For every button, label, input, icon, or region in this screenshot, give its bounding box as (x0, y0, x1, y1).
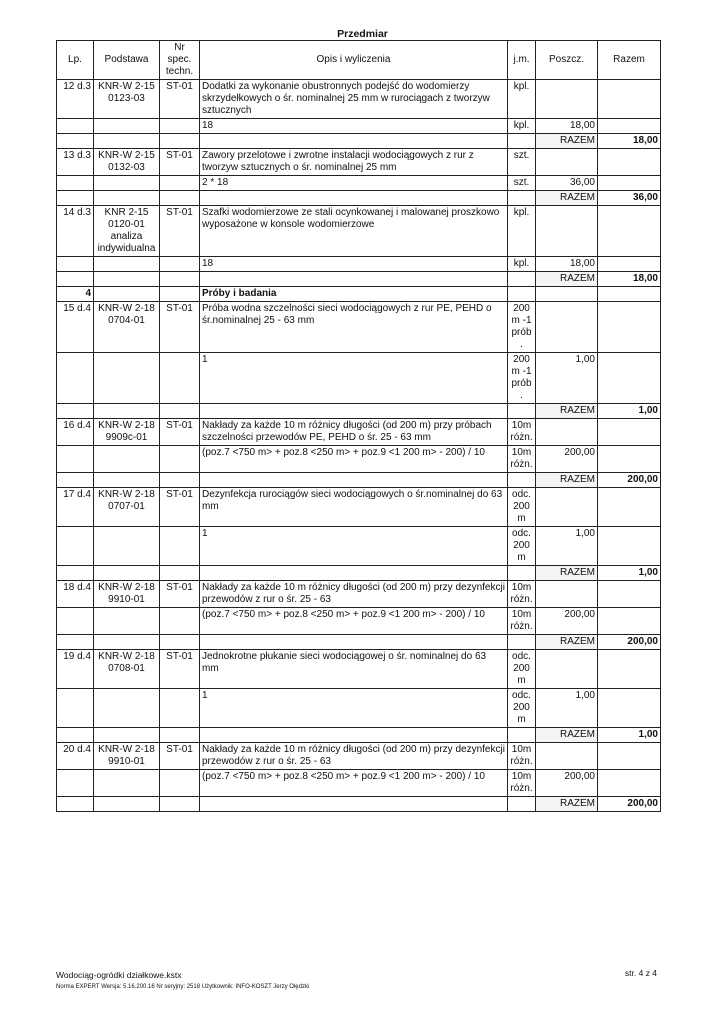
total-label: RAZEM (536, 134, 598, 149)
section-empty (598, 287, 661, 302)
calc-formula: 18 (200, 119, 508, 134)
header-podstawa: Podstawa (94, 41, 160, 80)
total-empty (508, 272, 536, 287)
item-empty (598, 149, 661, 176)
total-empty (57, 134, 94, 149)
item-podstawa: KNR-W 2-18 0708-01 (94, 650, 160, 689)
section-group (57, 287, 661, 302)
calc-value: 1,00 (536, 689, 598, 728)
item-empty (536, 80, 598, 119)
total-empty (57, 728, 94, 743)
calc-row (57, 176, 661, 191)
total-empty (508, 191, 536, 206)
item-empty (536, 419, 598, 446)
calc-empty (160, 176, 200, 191)
item-row (57, 488, 661, 527)
calc-formula: (poz.7 <750 m> + poz.8 <250 m> + poz.9 <1 200 m> - 200) / 10 (200, 608, 508, 635)
total-empty (94, 134, 160, 149)
calc-unit: kpl. (508, 257, 536, 272)
total-empty (57, 566, 94, 581)
calc-row (57, 446, 661, 473)
item-empty (598, 80, 661, 119)
total-empty (508, 566, 536, 581)
item-unit: 10m różn. (508, 419, 536, 446)
section-title: Próby i badania (200, 287, 508, 302)
item-empty (536, 581, 598, 608)
calc-empty (160, 353, 200, 404)
calc-unit: kpl. (508, 119, 536, 134)
item-lp: 16 d.4 (57, 419, 94, 446)
total-empty (57, 272, 94, 287)
total-empty (200, 728, 508, 743)
calc-formula: 1 (200, 353, 508, 404)
item-row (57, 419, 661, 446)
item-empty (598, 743, 661, 770)
cost-estimate-table-wrap (56, 40, 660, 812)
item-unit: kpl. (508, 206, 536, 257)
calc-formula: 1 (200, 527, 508, 566)
total-value: 18,00 (598, 272, 661, 287)
total-empty (94, 272, 160, 287)
item-empty (536, 488, 598, 527)
footer-page-number: str. 4 z 4 (624, 968, 657, 978)
item-spec-number: ST-01 (160, 743, 200, 770)
item-empty (598, 488, 661, 527)
total-row (57, 191, 661, 206)
item-empty (598, 650, 661, 689)
total-empty (508, 797, 536, 812)
total-label: RAZEM (536, 797, 598, 812)
item-row (57, 206, 661, 257)
item-spec-number: ST-01 (160, 149, 200, 176)
calc-formula: 18 (200, 257, 508, 272)
total-empty (200, 566, 508, 581)
calc-unit: 200 m -1 prób . (508, 353, 536, 404)
total-value: 1,00 (598, 728, 661, 743)
item-empty (536, 743, 598, 770)
total-empty (160, 191, 200, 206)
items-group-2 (57, 302, 661, 812)
calc-formula: (poz.7 <750 m> + poz.8 <250 m> + poz.9 <1 200 m> - 200) / 10 (200, 446, 508, 473)
calc-row (57, 119, 661, 134)
calc-value: 200,00 (536, 770, 598, 797)
total-empty (57, 473, 94, 488)
item-podstawa: KNR-W 2-18 0707-01 (94, 488, 160, 527)
total-empty (160, 272, 200, 287)
section-empty (508, 287, 536, 302)
item-description: Nakłady za każde 10 m różnicy długości (od 200 m) przy dezynfekcji przewodów z rur o śr. 25 - 63 (200, 581, 508, 608)
calc-value: 18,00 (536, 119, 598, 134)
total-empty (94, 473, 160, 488)
total-value: 1,00 (598, 404, 661, 419)
total-row (57, 566, 661, 581)
footer-filename: Wodociąg-ogródki działkowe.kstx (56, 970, 182, 980)
item-podstawa: KNR-W 2-15 0123-03 (94, 80, 160, 119)
item-empty (536, 302, 598, 353)
calc-empty (160, 257, 200, 272)
calc-empty (160, 689, 200, 728)
item-empty (598, 302, 661, 353)
total-value: 200,00 (598, 473, 661, 488)
total-value: 18,00 (598, 134, 661, 149)
calc-empty (57, 770, 94, 797)
total-empty (160, 635, 200, 650)
total-empty (94, 728, 160, 743)
total-label: RAZEM (536, 566, 598, 581)
item-lp: 20 d.4 (57, 743, 94, 770)
calc-empty (94, 608, 160, 635)
total-empty (508, 404, 536, 419)
footer-meta: Norma EXPERT Wersja: 5.16.200.16 Nr seryjny: 2518 Użytkownik: INFO-KOSZT Jerzy Olędzki (56, 984, 310, 990)
item-unit: kpl. (508, 80, 536, 119)
calc-empty (160, 770, 200, 797)
calc-unit: szt. (508, 176, 536, 191)
section-empty (536, 287, 598, 302)
total-empty (200, 404, 508, 419)
calc-value: 18,00 (536, 257, 598, 272)
calc-row (57, 770, 661, 797)
total-label: RAZEM (536, 191, 598, 206)
calc-empty (598, 770, 661, 797)
item-description: Nakłady za każde 10 m różnicy długości (od 200 m) przy próbach szczelności przewodów PE, PEHD o śr. 25 - 63 mm (200, 419, 508, 446)
item-unit: szt. (508, 149, 536, 176)
item-row (57, 302, 661, 353)
total-row (57, 728, 661, 743)
item-lp: 18 d.4 (57, 581, 94, 608)
calc-empty (94, 176, 160, 191)
total-empty (160, 404, 200, 419)
item-podstawa: KNR 2-15 0120-01 analiza indywidualna (94, 206, 160, 257)
item-empty (598, 206, 661, 257)
calc-empty (598, 527, 661, 566)
total-empty (94, 797, 160, 812)
calc-row (57, 608, 661, 635)
calc-value: 36,00 (536, 176, 598, 191)
section-row (57, 287, 661, 302)
total-empty (57, 191, 94, 206)
calc-row (57, 527, 661, 566)
header-jm: j.m. (508, 41, 536, 80)
calc-empty (94, 770, 160, 797)
calc-value: 1,00 (536, 527, 598, 566)
item-row (57, 149, 661, 176)
calc-empty (160, 119, 200, 134)
item-empty (536, 650, 598, 689)
total-row (57, 134, 661, 149)
calc-empty (598, 689, 661, 728)
item-lp: 13 d.3 (57, 149, 94, 176)
total-label: RAZEM (536, 473, 598, 488)
calc-empty (94, 689, 160, 728)
calc-unit: 10m różn. (508, 770, 536, 797)
item-spec-number: ST-01 (160, 419, 200, 446)
item-spec-number: ST-01 (160, 302, 200, 353)
total-label: RAZEM (536, 272, 598, 287)
total-empty (200, 272, 508, 287)
calc-empty (160, 446, 200, 473)
item-description: Dodatki za wykonanie obustronnych podejść do wodomierzy skrzydełkowych o śr. nominalnej 25 mm w rurociągach z tworzyw sztucznych (200, 80, 508, 119)
item-spec-number: ST-01 (160, 80, 200, 119)
calc-empty (598, 446, 661, 473)
total-value: 200,00 (598, 635, 661, 650)
total-empty (57, 797, 94, 812)
item-podstawa: KNR-W 2-15 0132-03 (94, 149, 160, 176)
calc-empty (598, 119, 661, 134)
item-description: Szafki wodomierzowe ze stali ocynkowanej i malowanej proszkowo wyposażone w konsole wodomierzowe (200, 206, 508, 257)
item-lp: 17 d.4 (57, 488, 94, 527)
total-empty (160, 566, 200, 581)
calc-row (57, 353, 661, 404)
header-lp: Lp. (57, 41, 94, 80)
item-lp: 19 d.4 (57, 650, 94, 689)
calc-empty (57, 353, 94, 404)
total-empty (57, 635, 94, 650)
total-label: RAZEM (536, 404, 598, 419)
total-label: RAZEM (536, 728, 598, 743)
item-description: Zawory przelotowe i zwrotne instalacji wodociągowych z rur z tworzyw sztucznych o śr. nominalnej 25 mm (200, 149, 508, 176)
section-number: 4 (57, 287, 94, 302)
total-empty (94, 566, 160, 581)
item-row (57, 581, 661, 608)
calc-empty (598, 257, 661, 272)
calc-empty (94, 353, 160, 404)
item-podstawa: KNR-W 2-18 9910-01 (94, 743, 160, 770)
total-label: RAZEM (536, 635, 598, 650)
item-empty (598, 581, 661, 608)
item-spec-number: ST-01 (160, 206, 200, 257)
calc-empty (94, 257, 160, 272)
calc-empty (598, 176, 661, 191)
calc-unit: 10m różn. (508, 608, 536, 635)
calc-row (57, 257, 661, 272)
item-description: Próba wodna szczelności sieci wodociągowych z rur PE, PEHD o śr.nominalnej 25 - 63 mm (200, 302, 508, 353)
item-lp: 12 d.3 (57, 80, 94, 119)
calc-value: 200,00 (536, 446, 598, 473)
total-empty (94, 635, 160, 650)
calc-unit: 10m różn. (508, 446, 536, 473)
total-empty (160, 728, 200, 743)
total-empty (200, 134, 508, 149)
item-description: Dezynfekcja rurociągów sieci wodociągowych o śr.nominalnej do 63 mm (200, 488, 508, 527)
calc-formula: 1 (200, 689, 508, 728)
total-empty (508, 473, 536, 488)
item-spec-number: ST-01 (160, 650, 200, 689)
calc-unit: odc. 200 m (508, 527, 536, 566)
table-header-row (57, 41, 661, 80)
calc-empty (57, 119, 94, 134)
total-empty (94, 191, 160, 206)
total-empty (57, 404, 94, 419)
calc-empty (160, 527, 200, 566)
item-spec-number: ST-01 (160, 488, 200, 527)
total-row (57, 404, 661, 419)
calc-unit: odc. 200 m (508, 689, 536, 728)
header-poszcz: Poszcz. (536, 41, 598, 80)
item-description: Nakłady za każde 10 m różnicy długości (od 200 m) przy dezynfekcji przewodów z rur o śr. 25 - 63 (200, 743, 508, 770)
item-unit: 10m różn. (508, 581, 536, 608)
cost-estimate-table (56, 40, 661, 812)
item-podstawa: KNR-W 2-18 9910-01 (94, 581, 160, 608)
calc-formula: (poz.7 <750 m> + poz.8 <250 m> + poz.9 <1 200 m> - 200) / 10 (200, 770, 508, 797)
section-empty (160, 287, 200, 302)
item-unit: 200 m -1 prób . (508, 302, 536, 353)
calc-value: 200,00 (536, 608, 598, 635)
item-lp: 14 d.3 (57, 206, 94, 257)
section-empty (94, 287, 160, 302)
calc-empty (94, 119, 160, 134)
total-empty (200, 797, 508, 812)
total-empty (160, 797, 200, 812)
calc-empty (57, 257, 94, 272)
item-empty (598, 419, 661, 446)
item-empty (536, 149, 598, 176)
calc-formula: 2 * 18 (200, 176, 508, 191)
item-unit: odc. 200 m (508, 488, 536, 527)
calc-empty (57, 176, 94, 191)
total-empty (508, 635, 536, 650)
calc-empty (57, 689, 94, 728)
header-nr-spec: Nr spec. techn. (160, 41, 200, 80)
item-unit: 10m różn. (508, 743, 536, 770)
item-description: Jednokrotne płukanie sieci wodociągowej o śr. nominalnej do 63 mm (200, 650, 508, 689)
total-value: 1,00 (598, 566, 661, 581)
item-row (57, 743, 661, 770)
calc-empty (598, 608, 661, 635)
item-row (57, 650, 661, 689)
header-opis: Opis i wyliczenia (200, 41, 508, 80)
total-row (57, 797, 661, 812)
header-razem: Razem (598, 41, 661, 80)
total-empty (160, 473, 200, 488)
total-row (57, 272, 661, 287)
total-empty (508, 134, 536, 149)
item-spec-number: ST-01 (160, 581, 200, 608)
total-value: 36,00 (598, 191, 661, 206)
calc-empty (160, 608, 200, 635)
total-empty (200, 191, 508, 206)
item-podstawa: KNR-W 2-18 0704-01 (94, 302, 160, 353)
document-title: Przedmiar (337, 28, 388, 40)
calc-empty (57, 446, 94, 473)
total-value: 200,00 (598, 797, 661, 812)
calc-row (57, 689, 661, 728)
calc-empty (57, 527, 94, 566)
total-row (57, 635, 661, 650)
calc-empty (94, 446, 160, 473)
item-podstawa: KNR-W 2-18 9909c-01 (94, 419, 160, 446)
total-empty (94, 404, 160, 419)
calc-empty (57, 608, 94, 635)
total-empty (200, 473, 508, 488)
items-group-1 (57, 80, 661, 287)
total-row (57, 473, 661, 488)
total-empty (508, 728, 536, 743)
total-empty (200, 635, 508, 650)
item-unit: odc. 200 m (508, 650, 536, 689)
total-empty (160, 134, 200, 149)
calc-empty (598, 353, 661, 404)
item-lp: 15 d.4 (57, 302, 94, 353)
calc-value: 1,00 (536, 353, 598, 404)
item-row (57, 80, 661, 119)
calc-empty (94, 527, 160, 566)
item-empty (536, 206, 598, 257)
